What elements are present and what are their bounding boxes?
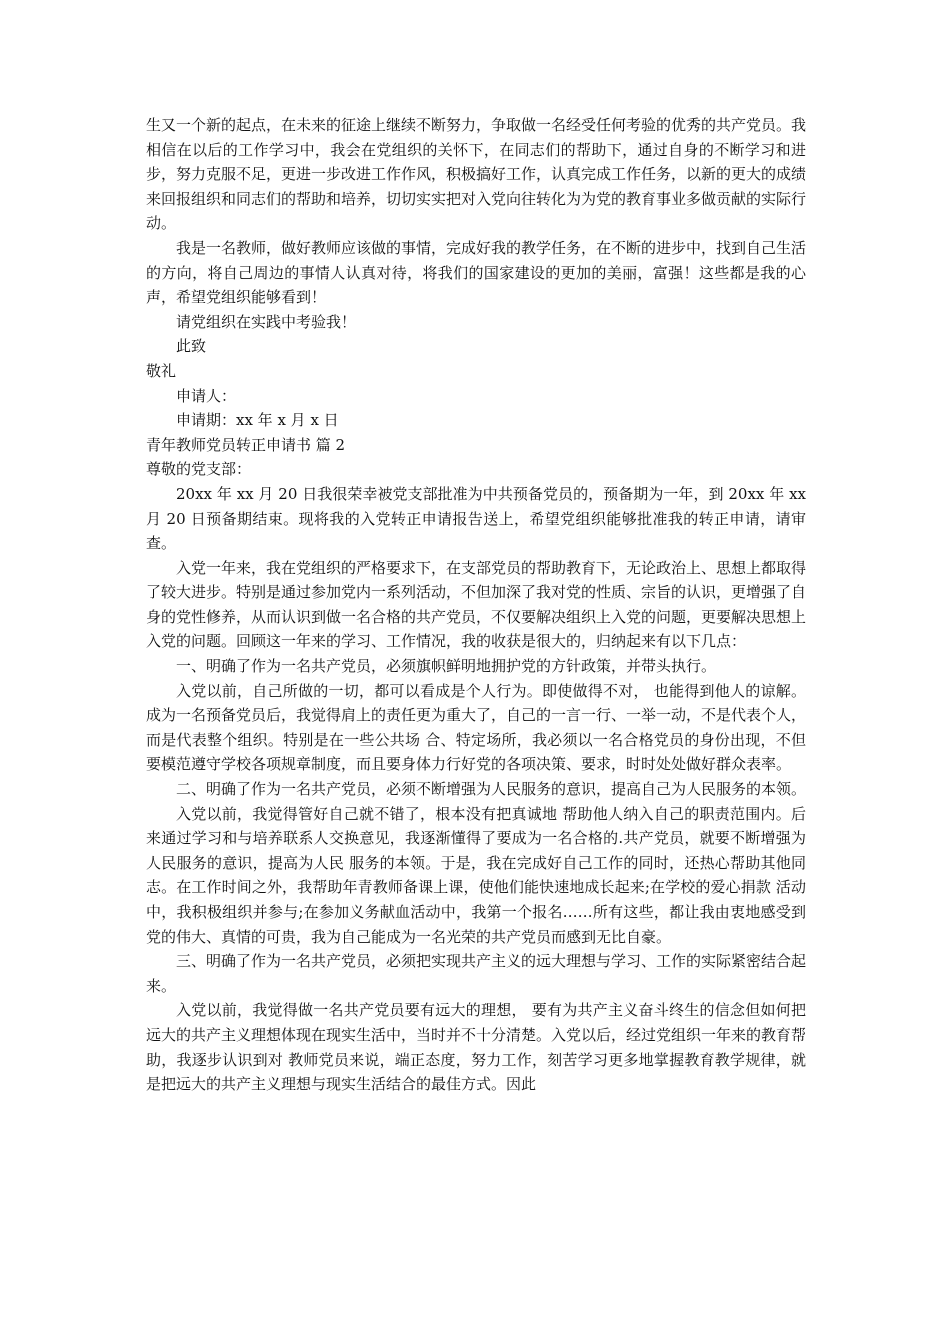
section-title: 青年教师党员转正申请书 篇 2 [146,435,346,454]
paragraph-teacher-duty: 我是一名教师，做好教师应该做的事情，完成好我的教学任务，在不断的进步中，找到自己生活的方向，将自己周边的事情人认真对待，将我们的国家建设的更加的美丽，富强！这些都是我的心声，希望党组织能够看到！ [146,238,807,307]
applicant-line: 申请人： [176,386,237,405]
letter-greeting: 尊敬的党支部： [146,460,252,479]
salutation-cizhi: 此致 [176,337,207,356]
paragraph-continuation: 生又一个新的起点，在未来的征途上继续不断努力，争取做一名经受任何考验的优秀的共产党员。我相信在以后的工作学习中，我会在党组织的关怀下，在同志们的帮助下，通过自身的不断学习和进步，努力克服不足，更进一步改进工作作风，积极搞好工作，认真完成工作任务，以新的更大的成绩来回报组织和同志们的帮助和培养，切切实实把对入党向往转化为为党的教育事业多做贡献的实际行动。 [146,116,807,233]
paragraph-closing-request: 请党组织在实践中考验我！ [176,312,357,331]
paragraph-review: 入党一年来，我在党组织的严格要求下，在支部党员的帮助教育下，无论政治上、思想上都取得了较大进步。特别是通过参加党内一系列活动，不但加深了我对党的性质、宗旨的认识，更增强了自身的党性修养，从而认识到做一名合格的共产党员，不仅要解决组织上入党的问题，更要解决思想上入党的问题。回顾这一年来的学习、工作情况，我的收获是很大的，归纳起来有以下几点： [146,558,807,651]
paragraph-intro: 20xx 年 xx 月 20 日我很荣幸被党支部批准为中共预备党员的，预备期为一年，到 20xx 年 xx 月 20 日预备期结束。现将我的入党转正申请报告送上，希望党组织能够批准我的转正申请，请审查。 [146,484,806,553]
point-one-body: 入党以前，自己所做的一切，都可以看成是个人行为。即使做得不对， 也能得到他人的谅解。成为一名预备党员后，我觉得肩上的责任更为重大了，自己的一言一行、一举一动，不是代表个人，而是代表整个组织。特别是在一些公共场 合、特定场所，我必须以一名合格党员的身份出现，不但要模范遵守学校各项规章制度，而且要身体力行好党的各项决策、要求，时时处处做好群众表率。 [146,681,807,774]
document-page [146,113,806,1097]
point-one-heading: 一、明确了作为一名共产党员，必须旗帜鲜明地拥护党的方针政策，并带头执行。 [176,657,717,676]
application-date-line: 申请期：xx 年 x 月 x 日 [176,411,339,430]
salutation-jingli: 敬礼 [146,361,177,380]
point-two-heading: 二、明确了作为一名共产党员，必须不断增强为人民服务的意识，提高自己为人民服务的本领。 [176,780,807,799]
point-three-body: 入党以前，我觉得做一名共产党员要有远大的理想， 要有为共产主义奋斗终生的信念但如何把远大的共产主义理想体现在现实生活中，当时并不十分清楚。入党以后，经过党组织一年来的教育帮助，我逐步认识到对 教师党员来说，端正态度，努力工作，刻苦学习更多地掌握教育教学规律，就是把远大的共产主义理想与现实生活结合的最佳方式。因此 [146,1001,807,1094]
point-two-body: 入党以前，我觉得管好自己就不错了，根本没有把真诚地 帮助他人纳入自己的职责范围内。后来通过学习和与培养联系人交换意见，我逐渐懂得了要成为一名合格的.共产党员，就要不断增强为人民服务的意识，提高为人民 服务的本领。于是，我在完成好自己工作的同时，还热心帮助其他同志。在工作时间之外，我帮助年青教师备课上课，使他们能快速地成长起来;在学校的爱心捐款 活动中，我积极组织并参与;在参加义务献血活动中，我第一个报名……所有这些，都让我由衷地感受到党的伟大、真情的可贵，我为自己能成为一名光荣的共产党员而感到无比自豪。 [146,804,806,946]
point-three-heading: 三、明确了作为一名共产党员，必须把实现共产主义的远大理想与学习、工作的实际紧密结合起来。 [146,952,807,995]
